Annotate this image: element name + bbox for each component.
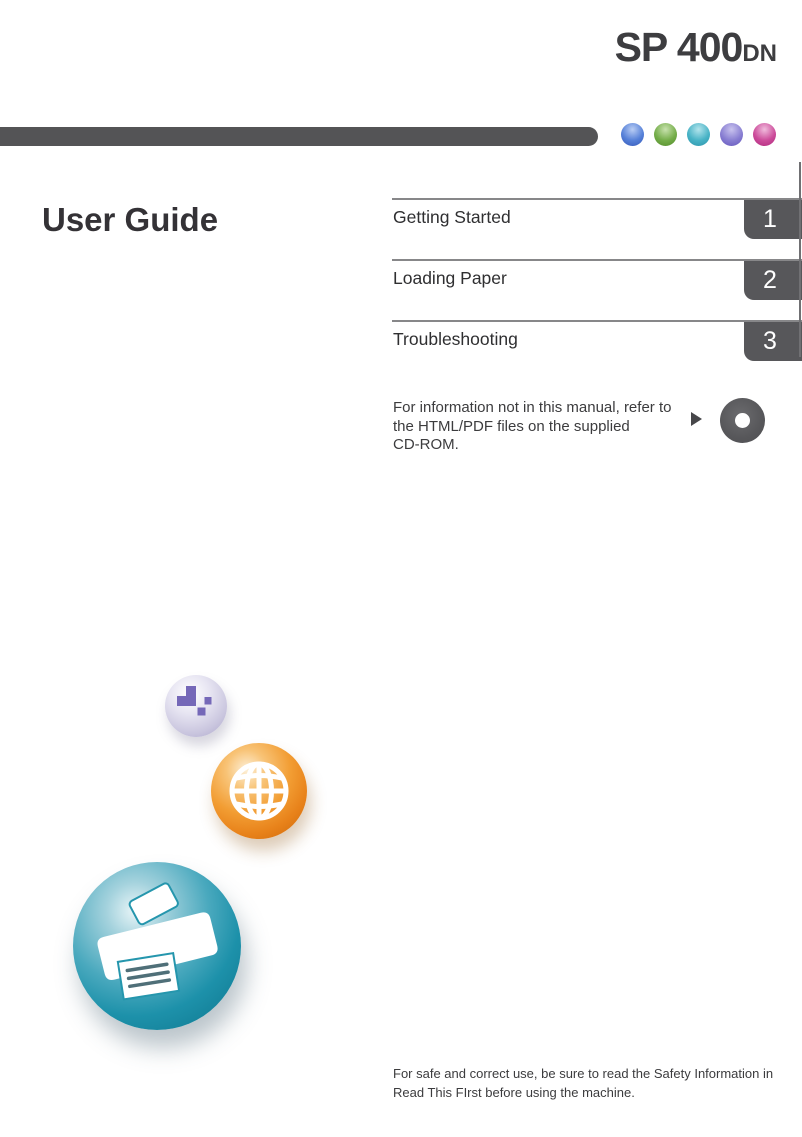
chapter-row-getting-started[interactable]	[392, 198, 802, 259]
header-rule-bar	[0, 127, 598, 146]
cd-rom-hole	[735, 413, 750, 428]
safety-note-line: Read This FIrst before using the machine.	[393, 1085, 635, 1100]
chapter-number-tab[interactable]: 2	[744, 261, 802, 300]
page-title: User Guide	[42, 201, 219, 238]
chapter-number-tab[interactable]: 1	[744, 200, 802, 239]
green-dot-icon	[654, 123, 677, 146]
chapter-label: Getting Started	[393, 207, 511, 227]
printer-sphere-icon	[73, 862, 241, 1030]
cd-rom-note-line: CD-ROM.	[393, 436, 459, 453]
cd-rom-note-line: For information not in this manual, refer to	[393, 399, 672, 416]
blue-dot-icon	[621, 123, 644, 146]
chapter-row-troubleshooting[interactable]	[392, 320, 802, 381]
software-blocks-glyph	[165, 675, 227, 737]
software-blocks-sphere-icon	[165, 675, 227, 737]
chapter-list	[392, 198, 802, 381]
chapter-row-loading-paper[interactable]	[392, 259, 802, 320]
globe-sphere-icon	[211, 743, 307, 839]
chapter-label: Troubleshooting	[393, 329, 518, 349]
globe-glyph	[211, 743, 307, 839]
chapter-number-tab[interactable]: 3	[744, 322, 802, 361]
safety-note	[393, 1064, 773, 1102]
color-dot-row	[621, 123, 776, 146]
safety-note-line: For safe and correct use, be sure to read the Safety Information in	[393, 1066, 774, 1081]
magenta-dot-icon	[753, 123, 776, 146]
teal-dot-icon	[687, 123, 710, 146]
product-logo	[615, 24, 777, 71]
product-model-suffix: DN	[742, 40, 777, 67]
purple-dot-icon	[720, 123, 743, 146]
cd-rom-note-line: the HTML/PDF files on the supplied	[393, 417, 630, 435]
product-model-text: SP 400	[614, 24, 743, 70]
chapter-label: Loading Paper	[393, 268, 507, 288]
right-triangle-icon	[691, 412, 702, 426]
cd-rom-icon	[720, 398, 765, 443]
page-edge-line	[799, 162, 801, 357]
cd-rom-note	[393, 399, 671, 455]
printer-glyph	[73, 862, 241, 1030]
